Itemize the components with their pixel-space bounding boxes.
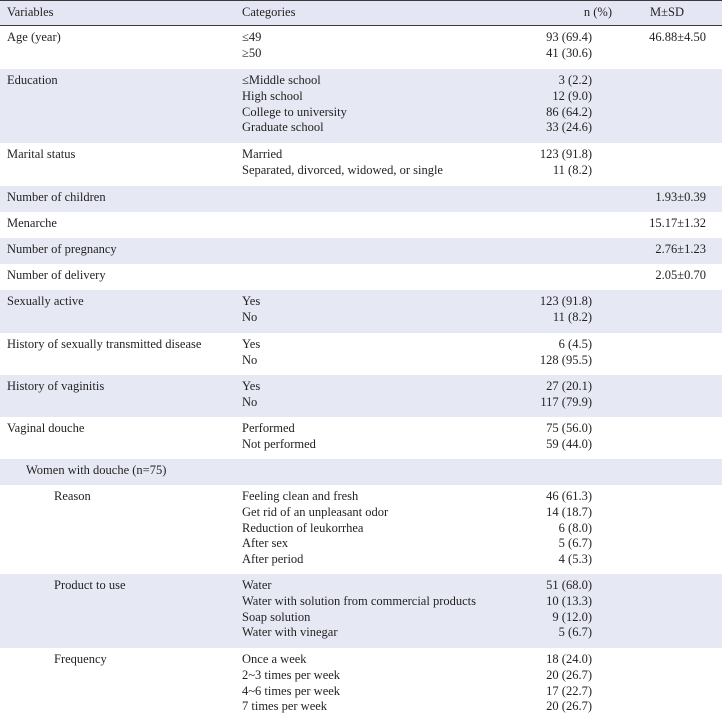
category-label: No xyxy=(242,394,258,409)
category-label: No xyxy=(242,309,258,324)
count-list xyxy=(546,578,592,641)
table-row xyxy=(0,264,722,290)
mean-sd-value: 46.88±4.50 xyxy=(649,30,706,44)
count-list xyxy=(546,489,592,568)
count-value: 14 (18.7) xyxy=(546,504,592,519)
category-label: Separated, divorced, widowed, or single xyxy=(242,162,443,177)
table-row xyxy=(0,212,722,238)
count-list xyxy=(540,379,592,411)
table-row xyxy=(0,186,722,212)
count-value: 27 (20.1) xyxy=(546,379,592,393)
category-label: ≤Middle school xyxy=(242,73,321,87)
variable-label: Education xyxy=(7,73,58,87)
count-value: 59 (44.0) xyxy=(546,436,592,451)
count-list xyxy=(546,652,592,715)
count-value: 9 (12.0) xyxy=(552,609,592,624)
header-mean-sd: M±SD xyxy=(650,5,684,19)
category-label: Feeling clean and fresh xyxy=(242,489,359,503)
table-row xyxy=(0,417,722,459)
variable-label: Number of children xyxy=(7,190,106,204)
category-list xyxy=(242,421,316,453)
category-label: Married xyxy=(242,147,283,161)
table-row xyxy=(0,648,722,725)
category-list xyxy=(242,652,340,715)
variable-label: Age (year) xyxy=(7,30,61,44)
count-value: 20 (26.7) xyxy=(546,699,592,714)
table-row xyxy=(0,143,722,186)
header-categories: Categories xyxy=(242,5,296,19)
variable-label: History of vaginitis xyxy=(7,379,105,393)
category-label: Not performed xyxy=(242,436,316,451)
category-list xyxy=(242,337,260,369)
category-label: 7 times per week xyxy=(242,699,328,714)
category-list xyxy=(242,489,388,568)
count-list xyxy=(546,421,592,453)
category-list xyxy=(242,30,261,62)
table-row xyxy=(0,69,722,143)
table-row xyxy=(0,238,722,264)
variable-label: Women with douche (n=75) xyxy=(26,463,167,477)
table-row xyxy=(0,333,722,375)
count-value: 5 (6.7) xyxy=(558,625,592,640)
mean-sd-value: 2.05±0.70 xyxy=(655,268,706,282)
count-value: 41 (30.6) xyxy=(546,45,592,60)
category-label: 4~6 times per week xyxy=(242,683,341,698)
count-value: 86 (64.2) xyxy=(546,104,592,119)
variable-label: Number of pregnancy xyxy=(7,242,117,256)
category-label: Reduction of leukorrhea xyxy=(242,520,364,535)
count-value: 93 (69.4) xyxy=(546,30,592,44)
count-value: 123 (91.8) xyxy=(539,294,592,308)
variable-label: Sexually active xyxy=(7,294,84,308)
category-list xyxy=(242,578,476,641)
table-row xyxy=(0,485,722,574)
count-value: 51 (68.0) xyxy=(546,578,592,592)
category-label: Graduate school xyxy=(242,120,324,135)
category-label: Water with vinegar xyxy=(242,625,338,640)
mean-sd-value: 2.76±1.23 xyxy=(655,242,706,256)
count-value: 123 (91.8) xyxy=(539,147,592,161)
table-body xyxy=(0,26,722,725)
category-list xyxy=(242,73,347,136)
category-label: No xyxy=(242,352,258,367)
category-label: Water xyxy=(242,578,272,592)
header-variables: Variables xyxy=(7,5,54,19)
count-value: 18 (24.0) xyxy=(546,652,592,666)
count-list xyxy=(540,337,592,369)
count-value: 20 (26.7) xyxy=(546,667,592,682)
count-list xyxy=(546,73,592,136)
mean-sd-value: 15.17±1.32 xyxy=(649,216,706,230)
table-row xyxy=(0,290,722,333)
count-list xyxy=(540,294,592,326)
count-value: 33 (24.6) xyxy=(546,120,592,135)
count-value: 10 (13.3) xyxy=(546,593,592,608)
table-row xyxy=(0,459,722,485)
category-label: After sex xyxy=(242,536,289,551)
category-label: Yes xyxy=(242,337,261,351)
table-row xyxy=(0,574,722,648)
category-label: College to university xyxy=(242,104,347,119)
count-value: 6 (4.5) xyxy=(558,337,592,351)
count-value: 5 (6.7) xyxy=(558,536,592,551)
count-list xyxy=(540,147,592,179)
category-label: Once a week xyxy=(242,652,307,666)
count-value: 11 (8.2) xyxy=(552,162,592,177)
category-list xyxy=(242,294,260,326)
count-value: 4 (5.3) xyxy=(558,552,592,567)
count-value: 75 (56.0) xyxy=(546,421,592,435)
variable-label: Product to use xyxy=(54,578,126,592)
variable-label: History of sexually transmitted disease xyxy=(7,337,202,351)
category-list xyxy=(242,147,443,179)
category-label: Soap solution xyxy=(242,609,311,624)
variable-label: Vaginal douche xyxy=(7,421,85,435)
category-label: ≤49 xyxy=(242,30,262,44)
category-label: 2~3 times per week xyxy=(242,667,341,682)
count-value: 46 (61.3) xyxy=(546,489,592,503)
variable-label: Menarche xyxy=(7,216,57,230)
category-label: Performed xyxy=(242,421,295,435)
table-row xyxy=(0,26,722,69)
category-label: After period xyxy=(242,552,304,567)
header-n-percent: n (%) xyxy=(583,5,612,19)
category-label: Get rid of an unpleasant odor xyxy=(242,504,389,519)
count-list xyxy=(546,30,592,62)
category-label: Yes xyxy=(242,294,261,308)
variable-label: Marital status xyxy=(7,147,76,161)
category-label: High school xyxy=(242,88,303,103)
table-header xyxy=(0,0,722,26)
count-value: 128 (95.5) xyxy=(539,352,592,367)
count-value: 3 (2.2) xyxy=(558,73,592,87)
count-value: 6 (8.0) xyxy=(558,520,592,535)
mean-sd-value: 1.93±0.39 xyxy=(655,190,706,204)
category-label: ≥50 xyxy=(242,45,262,60)
count-value: 117 (79.9) xyxy=(540,394,592,409)
variable-label: Number of delivery xyxy=(7,268,106,282)
count-value: 11 (8.2) xyxy=(552,309,592,324)
category-label: Water with solution from commercial products xyxy=(242,593,477,608)
table-row xyxy=(0,375,722,417)
count-value: 12 (9.0) xyxy=(552,88,592,103)
variable-label: Reason xyxy=(54,489,91,503)
variable-label: Frequency xyxy=(54,652,107,666)
category-label: Yes xyxy=(242,379,261,393)
category-list xyxy=(242,379,260,411)
count-value: 17 (22.7) xyxy=(546,683,592,698)
